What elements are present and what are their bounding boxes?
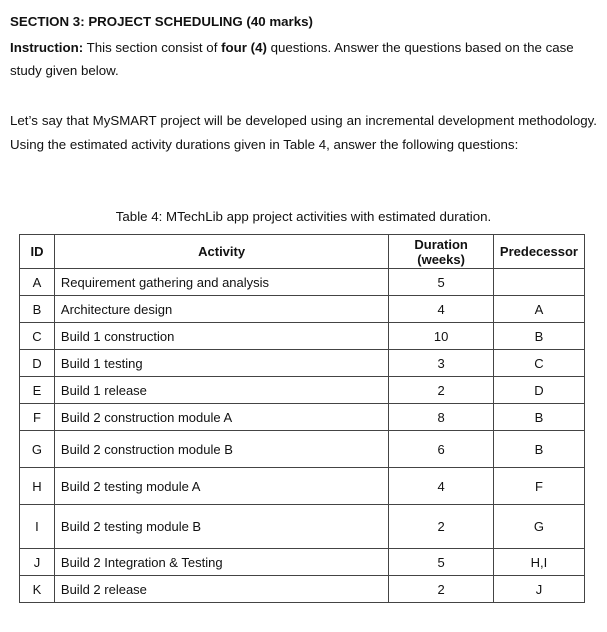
cell-id: A xyxy=(20,269,55,296)
cell-activity: Build 2 testing module A xyxy=(54,468,388,505)
cell-activity: Build 2 Integration & Testing xyxy=(54,549,388,576)
cell-id: G xyxy=(20,431,55,468)
header-duration-line2: (weeks) xyxy=(417,251,465,267)
cell-activity: Build 1 construction xyxy=(54,323,388,350)
cell-activity: Build 2 construction module B xyxy=(54,431,388,468)
cell-duration: 4 xyxy=(389,296,494,323)
cell-predecessor: B xyxy=(493,404,584,431)
table-row xyxy=(20,269,585,296)
cell-duration: 3 xyxy=(389,350,494,377)
header-predecessor: Predecessor xyxy=(493,235,584,269)
cell-id: D xyxy=(20,350,55,377)
header-activity: Activity xyxy=(54,235,388,269)
cell-id: H xyxy=(20,468,55,505)
instruction-text xyxy=(10,36,597,82)
table-row xyxy=(20,431,585,468)
cell-duration: 5 xyxy=(389,269,494,296)
cell-duration: 6 xyxy=(389,431,494,468)
cell-predecessor: D xyxy=(493,377,584,404)
table-row xyxy=(20,505,585,549)
section-heading: SECTION 3: PROJECT SCHEDULING (40 marks) xyxy=(10,14,313,29)
header-duration-line1: Duration xyxy=(414,236,468,252)
cell-duration: 4 xyxy=(389,468,494,505)
table-row xyxy=(20,296,585,323)
section-content xyxy=(10,12,597,156)
cell-duration: 5 xyxy=(389,549,494,576)
table-caption: Table 4: MTechLib app project activities with estimated duration. xyxy=(115,209,492,224)
cell-id: K xyxy=(20,576,55,603)
table-row xyxy=(20,549,585,576)
cell-id: C xyxy=(20,323,55,350)
cell-predecessor: A xyxy=(493,296,584,323)
instruction-label: Instruction: xyxy=(10,40,84,55)
table-row xyxy=(20,576,585,603)
cell-activity: Build 1 release xyxy=(54,377,388,404)
cell-duration: 2 xyxy=(389,576,494,603)
instruction-post: questions. Answer the questions based on the case study given below. xyxy=(10,40,574,78)
cell-id: I xyxy=(20,505,55,549)
cell-id: J xyxy=(20,549,55,576)
table-row xyxy=(20,350,585,377)
table-row xyxy=(20,404,585,431)
instruction-count: four (4) xyxy=(221,40,267,55)
instruction-pre: This section consist of xyxy=(83,40,222,55)
cell-predecessor: F xyxy=(493,468,584,505)
table-row xyxy=(20,468,585,505)
cell-duration: 10 xyxy=(389,323,494,350)
table-row xyxy=(20,323,585,350)
cell-predecessor: B xyxy=(493,431,584,468)
cell-activity: Build 2 construction module A xyxy=(54,404,388,431)
activities-table xyxy=(19,234,585,603)
cell-id: B xyxy=(20,296,55,323)
cell-predecessor: B xyxy=(493,323,584,350)
cell-duration: 8 xyxy=(389,404,494,431)
intro-paragraph: Let’s say that MySMART project will be developed using an incremental development methodology. Using the estimated activity durations given in Table 4, answer the following questions: xyxy=(10,113,597,152)
cell-duration: 2 xyxy=(389,505,494,549)
cell-id: F xyxy=(20,404,55,431)
table-header-row xyxy=(20,235,585,269)
cell-predecessor: J xyxy=(493,576,584,603)
cell-predecessor xyxy=(493,269,584,296)
table-row xyxy=(20,377,585,404)
cell-id: E xyxy=(20,377,55,404)
cell-activity: Build 2 testing module B xyxy=(54,505,388,549)
header-id: ID xyxy=(20,235,55,269)
cell-activity: Build 1 testing xyxy=(54,350,388,377)
header-duration xyxy=(389,235,494,269)
cell-predecessor: C xyxy=(493,350,584,377)
cell-activity: Requirement gathering and analysis xyxy=(54,269,388,296)
cell-predecessor: H,I xyxy=(493,549,584,576)
cell-predecessor: G xyxy=(493,505,584,549)
cell-duration: 2 xyxy=(389,377,494,404)
cell-activity: Build 2 release xyxy=(54,576,388,603)
cell-activity: Architecture design xyxy=(54,296,388,323)
